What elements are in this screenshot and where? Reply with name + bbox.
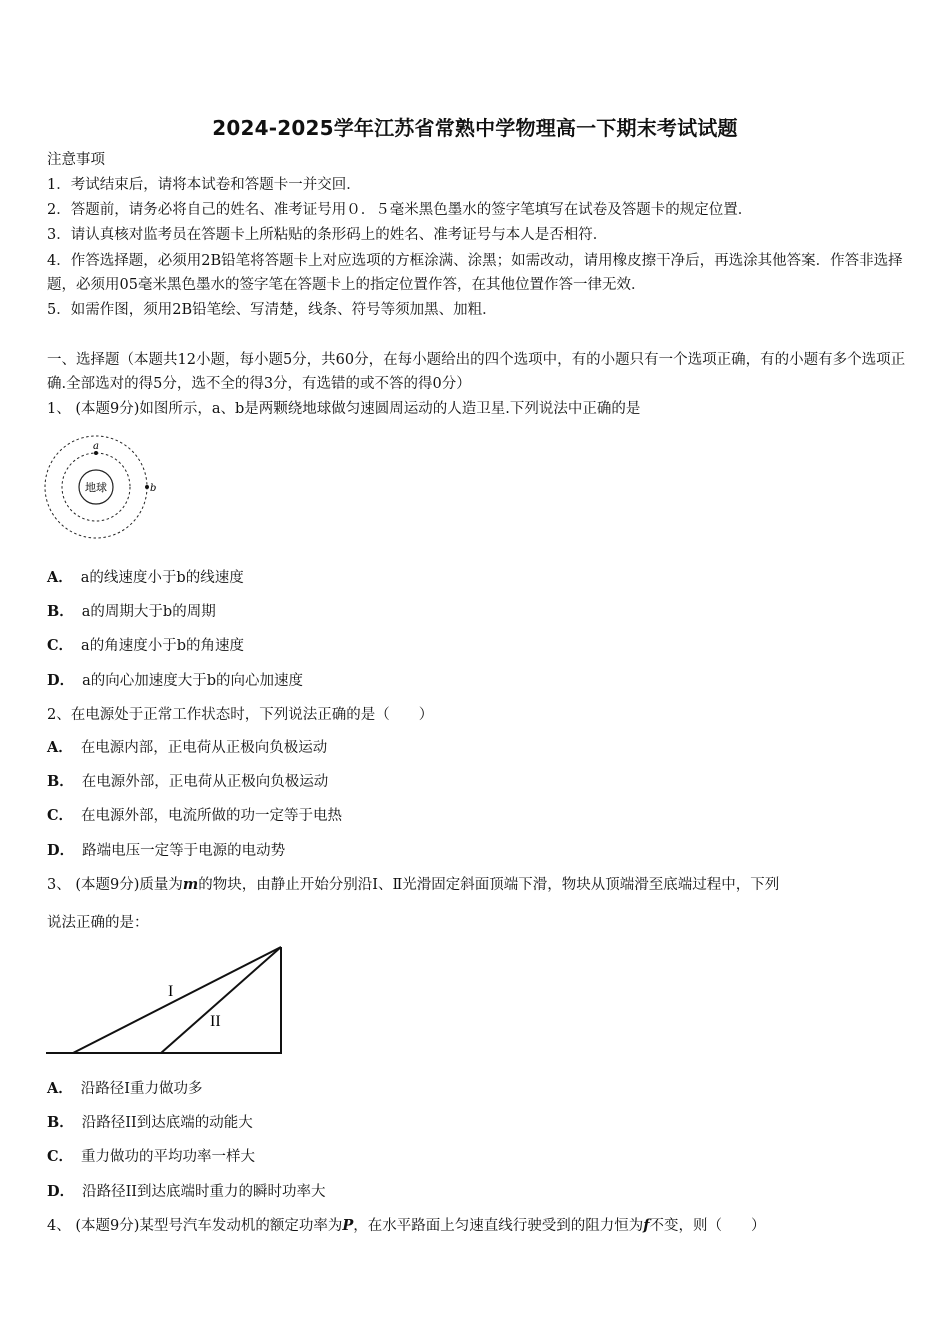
- notice-item-5: 5．如需作图，须用2B铅笔绘、写清楚，线条、符号等须加黑、加粗．: [47, 302, 497, 318]
- earth-label: 地球: [85, 481, 107, 494]
- notice-item-3: 3．请认真核对监考员在答题卡上所粘贴的条形码上的姓名、准考证号与本人是否相符．: [47, 227, 608, 243]
- q3-stem: 3、 (本题9分)质量为m的物块，由静止开始分别沿Ⅰ、Ⅱ光滑固定斜面顶端下滑，物块从顶端滑至底端过程中，下列: [47, 876, 780, 893]
- q2-option-b: B． 在电源外部，正电荷从正极向负极运动: [47, 773, 329, 790]
- q1-stem: 1、 (本题9分)如图所示，a、b是两颗绕地球做匀速圆周运动的人造卫星.下列说法中正确的是: [47, 401, 641, 417]
- page-title: 2024-2025学年江苏省常熟中学物理高一下期末考试试题: [212, 116, 738, 140]
- satellite-orbit-figure: [44, 434, 164, 542]
- section-heading: 一、选择题（本题共12小题，每小题5分，共60分，在每小题给出的四个选项中，有的小题只有一个选项正确，有的小题有多个选项正确.全部选对的得5分，选不全的得3分，有选错的或不答的得0分）: [47, 352, 906, 392]
- notice-item-2: 2．答题前，请务必将自己的姓名、准考证号用０．５毫米黑色墨水的签字笔填写在试卷及答题卡的规定位置．: [47, 202, 753, 218]
- q2-stem: 2、在电源处于正常工作状态时，下列说法正确的是（ ）: [47, 707, 434, 723]
- q4-stem: 4、 (本题9分)某型号汽车发动机的额定功率为P，在水平路面上匀速直线行驶受到的阻力恒为f不变，则（ ）: [47, 1217, 766, 1234]
- q3-option-b: B． 沿路径II到达底端的动能大: [47, 1114, 253, 1131]
- q3-stem-line2: 说法正确的是：: [47, 915, 149, 931]
- notice-heading: 注意事项: [47, 152, 105, 168]
- q1-option-d: D． a的向心加速度大于b的向心加速度: [47, 672, 304, 689]
- q3-option-d: D． 沿路径II到达底端时重力的瞬时功率大: [47, 1183, 326, 1200]
- notice-item-4: 4．作答选择题，必须用2B铅笔将答题卡上对应选项的方框涂满、涂黑；如需改动，请用橡皮擦干净后，再选涂其他答案．作答非选择题，必须用05毫米黑色墨水的签字笔在答题卡上的指定位置作答，在其他位置作答一律无效．: [47, 253, 903, 293]
- q1-option-c: C． a的角速度小于b的角速度: [47, 637, 244, 654]
- q2-option-d: D． 路端电压一定等于电源的电动势: [47, 842, 286, 859]
- q1-option-a: A． a的线速度小于b的线速度: [47, 569, 244, 586]
- q3-option-a: A． 沿路径Ⅰ重力做功多: [47, 1080, 203, 1097]
- path-2-label: II: [210, 1013, 221, 1030]
- incline-path-1: [73, 947, 281, 1053]
- inclined-plane-figure: [44, 942, 288, 1058]
- satellite-b-dot: [145, 485, 149, 489]
- q1-option-b: B． a的周期大于b的周期: [47, 603, 216, 620]
- satellite-a-label: a: [93, 441, 99, 452]
- q2-option-c: C． 在电源外部，电流所做的功一定等于电热: [47, 807, 343, 824]
- q3-option-c: C． 重力做功的平均功率一样大: [47, 1148, 256, 1165]
- path-1-label: I: [168, 983, 174, 1000]
- notice-item-1: 1．考试结束后，请将本试卷和答题卡一并交回．: [47, 177, 361, 193]
- satellite-b-label: b: [150, 483, 157, 494]
- q2-option-a: A． 在电源内部，正电荷从正极向负极运动: [47, 739, 328, 756]
